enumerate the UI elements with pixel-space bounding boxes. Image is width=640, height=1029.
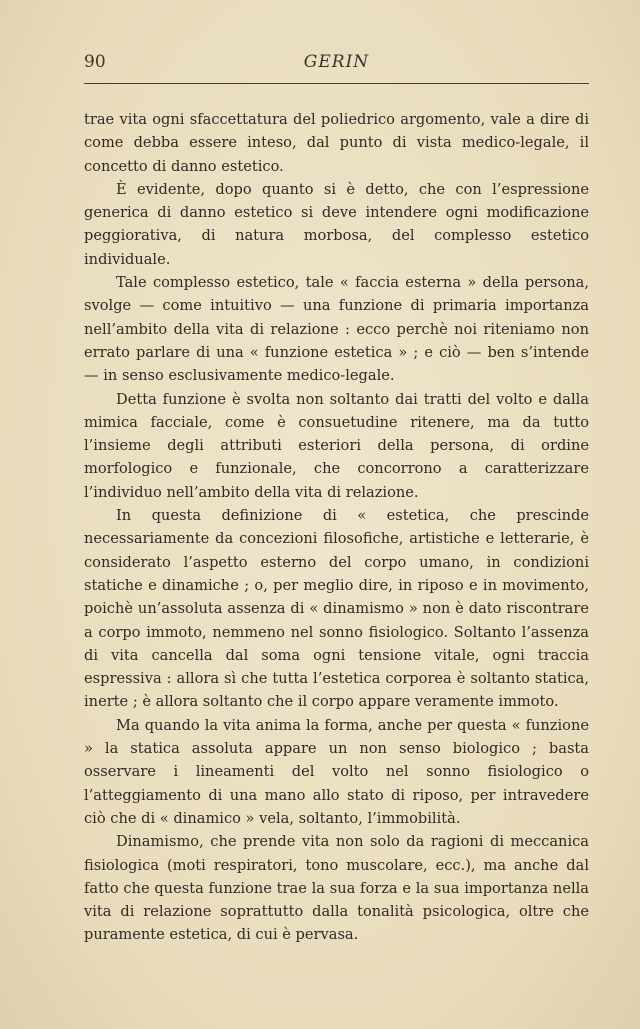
paragraph-5: In questa definizione di « estetica, che prescinde necessariamente da concezioni filosofiche, artistiche e letterarie, è considerato l’aspetto esterno del corpo umano, in condizioni statiche e dinamiche ; o, per meglio dire, in riposo e in movimento, poichè un’assoluta assenza di « dinamismo » non è dato riscontrare a corpo immoto, nemmeno nel sonno fisiologico. Soltanto l’assenza di vita cancella dal soma ogni tensione vitale, ogni traccia espressiva : allora sì che tutta l’estetica corporea è soltanto statica, inerte ; è allora soltanto che il corpo appare veramente immoto. [84,507,589,711]
paragraph-1: trae vita ogni sfaccettatura del poliedrico argomento, vale a dire di come debba essere inteso, dal punto di vista medico-legale, il concetto di danno estetico. [84,111,589,175]
paragraph-7: Dinamismo, che prende vita non solo da ragioni di meccanica fisiologica (moti respiratori, tono muscolare, ecc.), ma anche dal fatto che questa funzione trae la sua forza e la sua importanza nella vita di relazione soprattutto dalla tonalità psicologica, oltre che puramente estetica, di cui è pervasa. [84,833,589,944]
paragraph-2: È evidente, dopo quanto si è detto, che con l’espressione generica di danno estetico si deve intendere ogni modificazione peggiorativa, di natura morbosa, del complesso estetico individuale. [84,180,589,268]
paragraph-6: Ma quando la vita anima la forma, anche per questa « funzione » la statica assoluta appare un non senso biologico ; basta osservare i lineamenti del volto nel sonno fisiologico o l’atteggiamento di una mano allo stato di riposo, per intravedere ciò che di « dinamico » vela, soltanto, l’immobilità. [84,716,589,827]
running-title: GERIN [303,52,370,72]
paragraph-4: Detta funzione è svolta non soltanto dai tratti del volto e dalla mimica facciale, come è consuetudine ritenere, ma da tutto l’insieme degli attributi esteriori della persona, di ordine morfologico e funzionale, che concorrono a caratterizzare l’individuo nell’ambito della vita di relazione. [84,390,589,501]
body-text [84,108,589,947]
header-rule [84,83,589,84]
paragraph-3: Tale complesso estetico, tale « faccia esterna » della persona, svolge — come intuitivo — una funzione di primaria importanza nell’ambito della vita di relazione : ecco perchè noi riteniamo non errato parlare di una « funzione estetica » ; e ciò — ben s’intende — in senso esclusivamente medico-legale. [84,274,589,385]
page-number: 90 [84,52,106,72]
running-head [84,52,589,76]
